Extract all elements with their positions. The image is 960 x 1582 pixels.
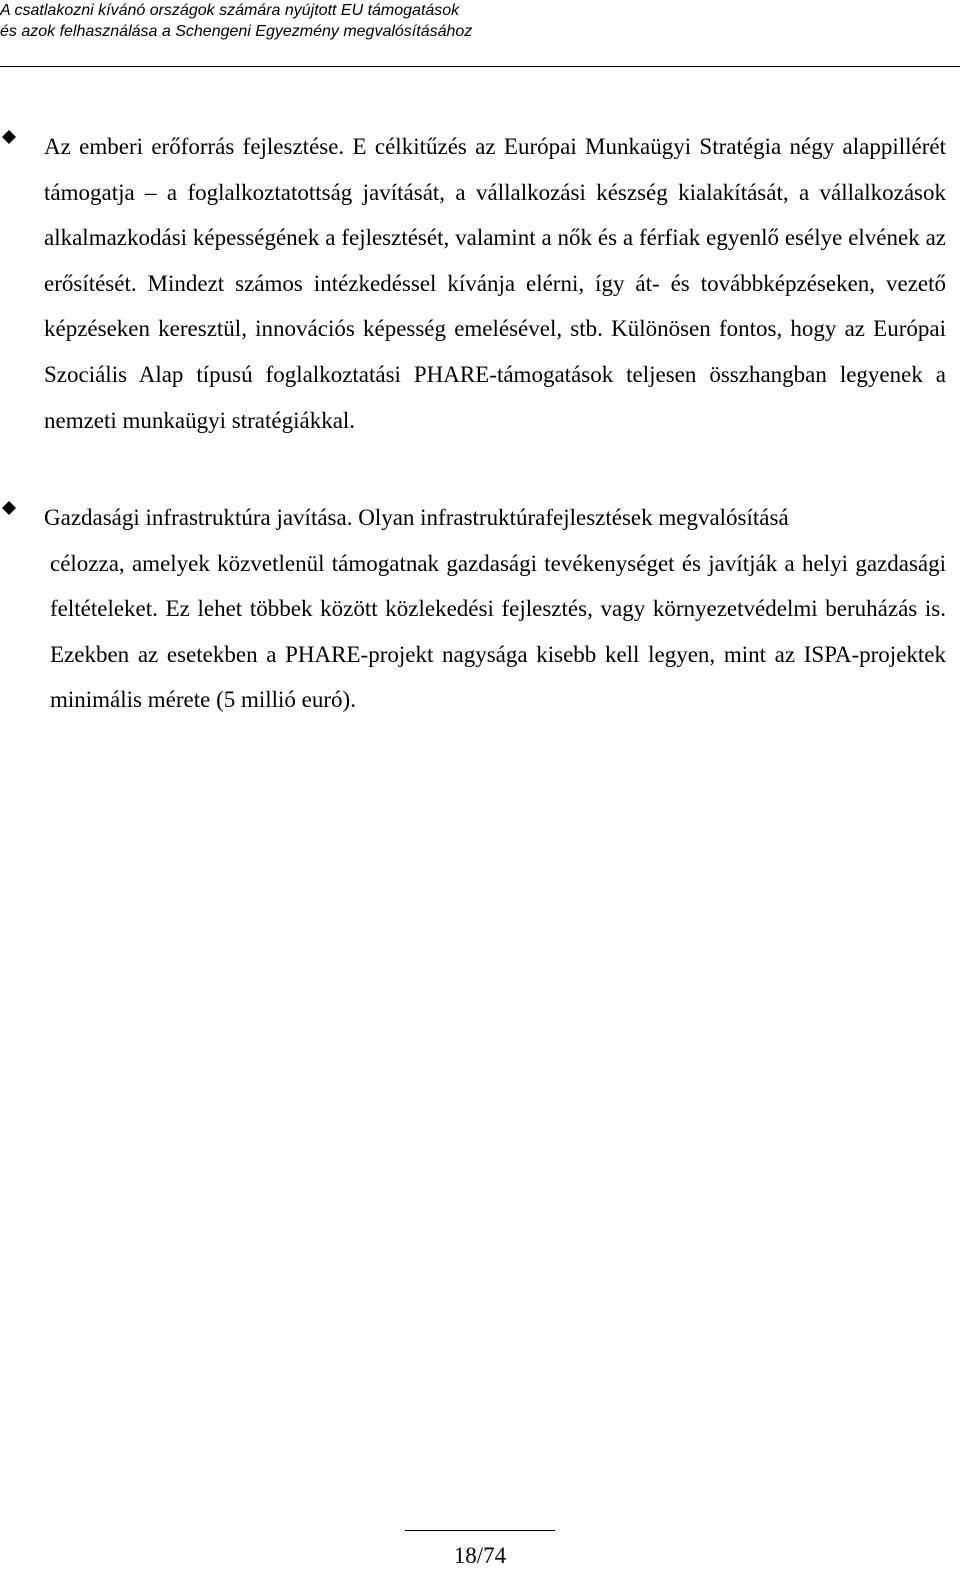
bullet-item-human-resources — [44, 124, 946, 443]
bullet-paragraph — [44, 495, 946, 723]
diamond-bullet-icon — [2, 501, 16, 515]
bullet-item-economic-infrastructure — [44, 495, 946, 723]
running-header — [0, 0, 520, 42]
header-line-1: A csatlakozni kívánó országok számára nyújtott EU támogatások — [0, 2, 460, 19]
header-divider — [0, 66, 960, 67]
bullet-paragraph: Az emberi erőforrás fejlesztése. E célkitűzés az Európai Munkaügyi Stratégia négy alappillérét támogatja – a foglalkoztatottság javítását, a vállalkozási készség kialakítását, a vállalkozások alkalmazkodási képességének a fejlesztését, valamint a nők és a férfiak egyenlő esélye elvének az erősítését. Mindezt számos intézkedéssel kívánja elérni, így át- és továbbképzéseken, vezető képzéseken keresztül, innovációs képesség emelésével, stb. Különösen fontos, hogy az Európai Szociális Alap típusú foglalkoztatási PHARE-támogatások teljesen összhangban legyenek a nemzeti munkaügyi stratégiákkal. — [44, 134, 946, 433]
bullet-paragraph-first-line: Gazdasági infrastruktúra javítása. Olyan infrastruktúrafejlesztések megvalósításá — [44, 505, 789, 530]
page-number: 18/74 — [453, 1543, 507, 1568]
bullet-paragraph-continuation: célozza, amelyek közvetlenül támogatnak gazdasági tevékenységet és javítják a helyi gazdasági feltételeket. Ez lehet többek között közlekedési fejlesztés, vagy környezetvédelmi beruházás is. Ezekben az esetekben a PHARE-projekt nagysága kisebb kell legyen, mint az ISPA-projektek minimális mérete (5 millió euró). — [50, 550, 946, 712]
diamond-bullet-icon — [2, 130, 16, 144]
footer-divider — [405, 1530, 555, 1531]
header-line-2: és azok felhasználása a Schengeni Egyezmény megvalósításához — [0, 23, 473, 40]
